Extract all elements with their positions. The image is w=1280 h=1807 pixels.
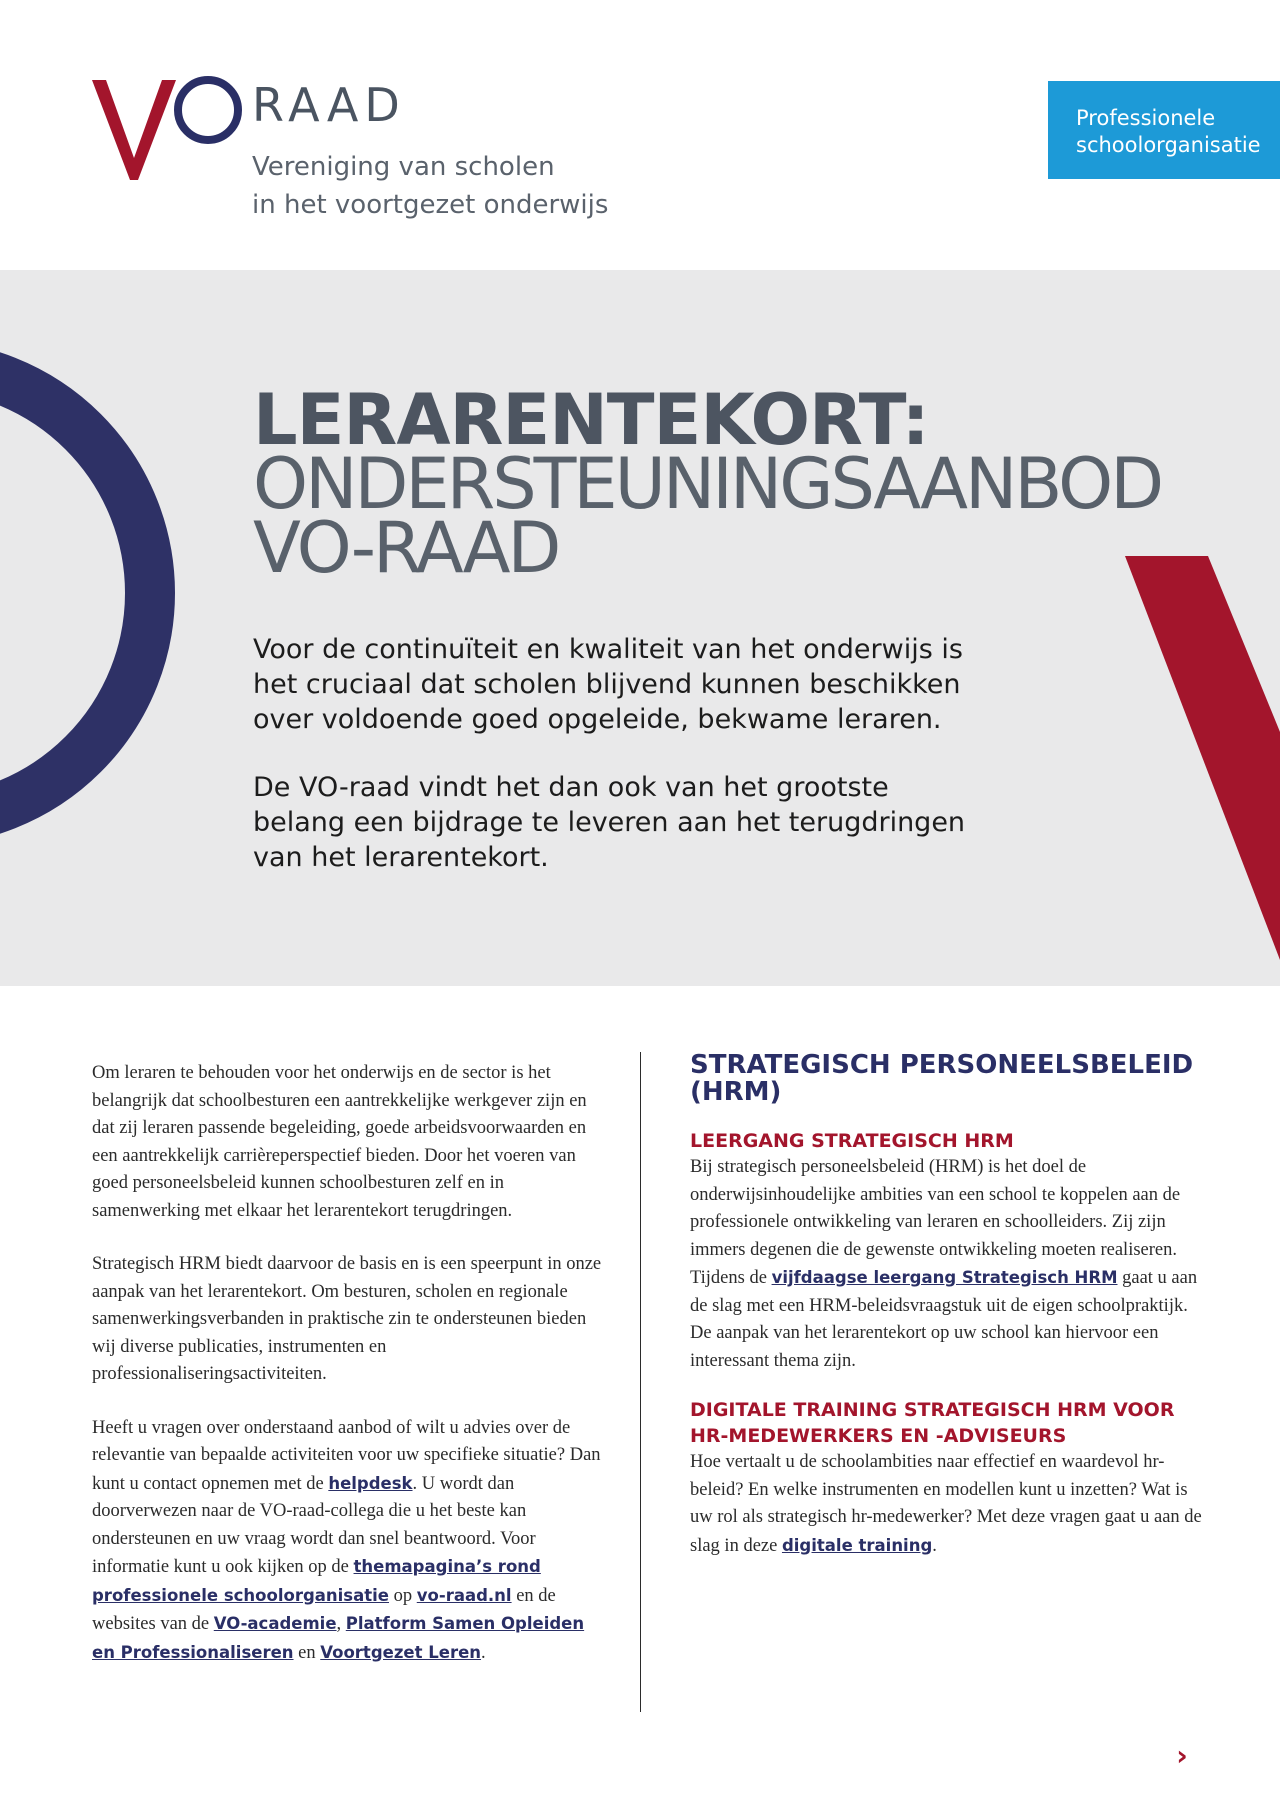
voortgezet-leren-link[interactable]: Voortgezet Leren <box>320 1642 482 1662</box>
left-paragraph-2: Strategisch HRM biedt daarvoor de basis en is een speerpunt in onze aanpak van het lerarentekort. Om besturen, scholen en regionale samenwerkingsverbanden in praktische zin te ondersteunen bieden wij diverse publicaties, instrumenten en professionaliseringsactiviteiten. <box>92 1254 602 1384</box>
hero-intro-paragraph-1: Voor de continuïteit en kwaliteit van het onderwijs is het cruciaal dat scholen blijvend kunnen beschikken over voldoende goed opgeleide, bekwame leraren. <box>253 634 963 735</box>
text-segment: , <box>336 1614 342 1634</box>
text-segment: op <box>393 1585 413 1606</box>
helpdesk-link[interactable]: helpdesk <box>328 1473 413 1493</box>
vo-logo-icon <box>92 72 252 182</box>
category-tag-line-2: schoolorganisatie <box>1076 133 1261 157</box>
hero-title-line-3: VO-RAAD <box>253 507 559 589</box>
digitale-training-paragraph <box>690 1449 1210 1560</box>
text-segment: gaat u aan de slag met een HRM-beleidsvraagstuk uit de eigen schoolpraktijk. De aanpak van het lerarentekort op uw school kan hiervoor een interessant thema zijn. <box>690 1268 1198 1371</box>
hero-section <box>0 270 1280 986</box>
right-column <box>690 1052 1210 1582</box>
hero-title-bold: LERARENTEKORT: <box>253 379 929 461</box>
subheading-leergang: LEERGANG STRATEGISCH HRM <box>690 1130 1014 1152</box>
category-tag <box>1048 81 1280 179</box>
section-heading: STRATEGISCH PERSONEELSBELEID (HRM) <box>690 1050 1194 1107</box>
next-page-chevron-icon[interactable]: › <box>1176 1739 1188 1772</box>
left-paragraph-3 <box>92 1415 602 1668</box>
category-tag-line-1: Professionele <box>1076 106 1216 130</box>
left-paragraph-1: Om leraren te behouden voor het onderwijs en de sector is het belangrijk dat schoolbesturen een aantrekkelijke werkgever zijn en dat zij leraren passende begeleiding, goede arbeidsvoorwaarden en een aantrekkelijk carrièreperspectief bieden. Door het voeren van goed personeelsbeleid kunnen schoolbesturen zelf en in samenwerking met elkaar het lerarentekort terugdringen. <box>92 1063 587 1221</box>
platform-samen-opleiden-link[interactable]: Platform Samen Opleiden en Professionaliseren <box>92 1614 585 1662</box>
vo-academie-link[interactable]: VO-academie <box>213 1614 337 1633</box>
vo-raad-logo <box>92 72 612 222</box>
leergang-paragraph <box>690 1154 1210 1375</box>
column-divider <box>640 1052 641 1712</box>
logo-subtitle <box>252 148 652 224</box>
decorative-ring-icon <box>0 365 150 821</box>
vo-raad-link[interactable]: vo-raad.nl <box>416 1585 512 1605</box>
themapagina-link[interactable]: themapagina’s rond professionele schoolorganisatie <box>92 1557 541 1605</box>
hero-title-line-2: ONDERSTEUNINGSAANBOD <box>253 443 1162 525</box>
hero-intro-paragraph-2: De VO-raad vindt het dan ook van het grootste belang een bijdrage te leveren aan het terugdringen van het lerarentekort. <box>253 772 966 873</box>
logo-subtitle-line-2: in het voortgezet onderwijs <box>252 190 609 220</box>
logo-word: RAAD <box>252 78 406 132</box>
text-segment: . U wordt dan doorverwezen naar de VO-raad-collega die u het beste kan ondersteunen en uw vraag wordt dan snel beantwoord. Voor informatie kunt u ook kijken op de <box>92 1473 536 1577</box>
digitale-training-link[interactable]: digitale training <box>781 1535 933 1555</box>
text-segment: Bij strategisch personeelsbeleid (HRM) is het doel de onderwijsinhoudelijke ambities van een school te koppelen aan de professionele ontwikkeling van leraren en schoolleiders. Zij zijn immers degenen die de gewenste ontwikkeling moeten realiseren. Tijdens de <box>690 1157 1181 1288</box>
text-segment: Heeft u vragen over onderstaand aanbod of wilt u advies over de relevantie van bepaalde activiteiten voor uw specifieke situatie? Dan kunt u contact opnemen met de <box>92 1417 601 1494</box>
hero-decoration <box>0 270 1280 986</box>
subheading-digitale-training: DIGITALE TRAINING STRATEGISCH HRM VOOR HR-MEDEWERKERS EN -ADVISEURS <box>690 1399 1175 1447</box>
text-segment: . <box>932 1535 937 1556</box>
logo-subtitle-line-1: Vereniging van scholen <box>252 152 555 182</box>
text-segment: Hoe vertaalt u de schoolambities naar effectief en waardevol hr-beleid? En welke instrumenten en modellen kunt u inzetten? Wat is uw rol als strategisch hr-medewerker? Met deze vragen gaat u aan de slag in deze <box>690 1452 1202 1556</box>
text-segment: en de websites van de <box>92 1585 556 1634</box>
hero-title <box>253 379 1162 589</box>
text-segment: . <box>481 1642 486 1663</box>
decorative-v-stroke-icon <box>1125 556 1280 960</box>
leergang-link[interactable]: vijfdaagse leergang Strategisch HRM <box>771 1268 1118 1287</box>
left-column <box>92 1060 602 1693</box>
text-segment: en <box>298 1642 316 1663</box>
